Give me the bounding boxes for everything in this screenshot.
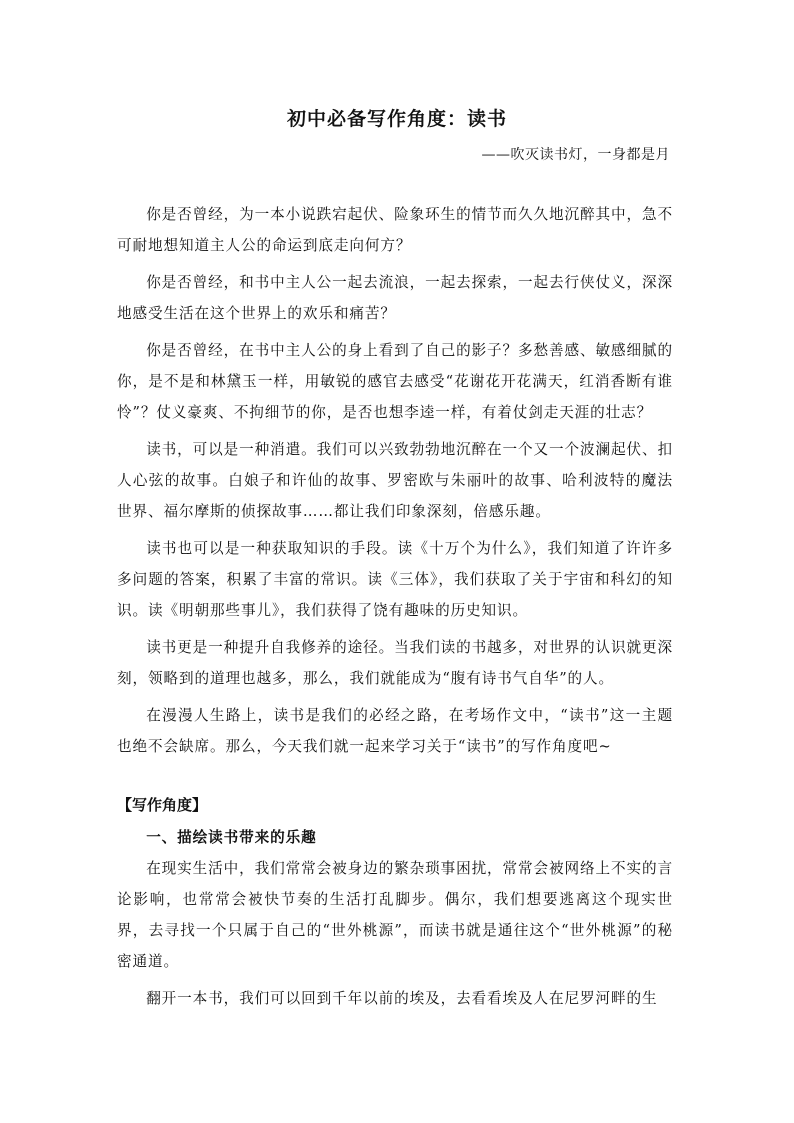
- intro-body: [117, 199, 673, 768]
- paragraph: 翻开一本书，我们可以回到千年以前的埃及，去看看埃及人在尼罗河畔的生: [146, 990, 658, 1007]
- section-heading: 【写作角度】: [117, 796, 208, 814]
- document-title: 初中必备写作角度：读书: [286, 108, 507, 130]
- paragraph: 读书也可以是一种获取知识的手段。读《十万个为什么》，我们知道了许许多多问题的答案，积累了丰富的常识。读《三体》，我们获取了关于宇宙和科幻的知识。读《明朝那些事儿》，我们获得了饶有趣味的历史知识。: [117, 540, 673, 619]
- paragraph: 在现实生活中，我们常常会被身边的繁杂琐事困扰，常常会被网络上不实的言论影响，也常常会被快节奏的生活打乱脚步。偶尔，我们想要逃离这个现实世界，去寻找一个只属于自己的“世外桃源”，而读书就是通往这个“世外桃源”的秘密通道。: [117, 860, 673, 970]
- paragraph: 你是否曾经，和书中主人公一起去流浪，一起去探索，一起去行侠仗义，深深地感受生活在这个世界上的欢乐和痛苦？: [117, 274, 673, 322]
- paragraph: 你是否曾经，为一本小说跌宕起伏、险象环生的情节而久久地沉醉其中，急不可耐地想知道主人公的命运到底走向何方？: [117, 206, 673, 254]
- paragraph: 读书，可以是一种消遣。我们可以兴致勃勃地沉醉在一个又一个波澜起伏、扣人心弦的故事。白娘子和许仙的故事、罗密欧与朱丽叶的故事、哈利波特的魔法世界、福尔摩斯的侦探故事……都让我们印象深刻，倍感乐趣。: [117, 441, 673, 520]
- section-body: [117, 822, 673, 1020]
- paragraph: 你是否曾经，在书中主人公的身上看到了自己的影子？多愁善感、敏感细腻的你，是不是和林黛玉一样，用敏锐的感官去感受“花谢花开花满天，红消香断有谁怜”？仗义豪爽、不拘细节的你，是否也想李逵一样，有着仗剑走天涯的壮志？: [117, 342, 673, 421]
- section-subheading: 一、描绘读书带来的乐趣: [146, 829, 317, 846]
- paragraph: 在漫漫人生路上，读书是我们的必经之路，在考场作文中，“读书”这一主题也绝不会缺席。那么，今天我们就一起来学习关于“读书”的写作角度吧~: [117, 707, 673, 755]
- document-subtitle: ——吹灭读书灯，一身都是月: [481, 147, 670, 163]
- paragraph: 读书更是一种提升自我修养的途径。当我们读的书越多，对世界的认识就更深刻，领略到的道理也越多，那么，我们就能成为“腹有诗书气自华”的人。: [117, 639, 673, 687]
